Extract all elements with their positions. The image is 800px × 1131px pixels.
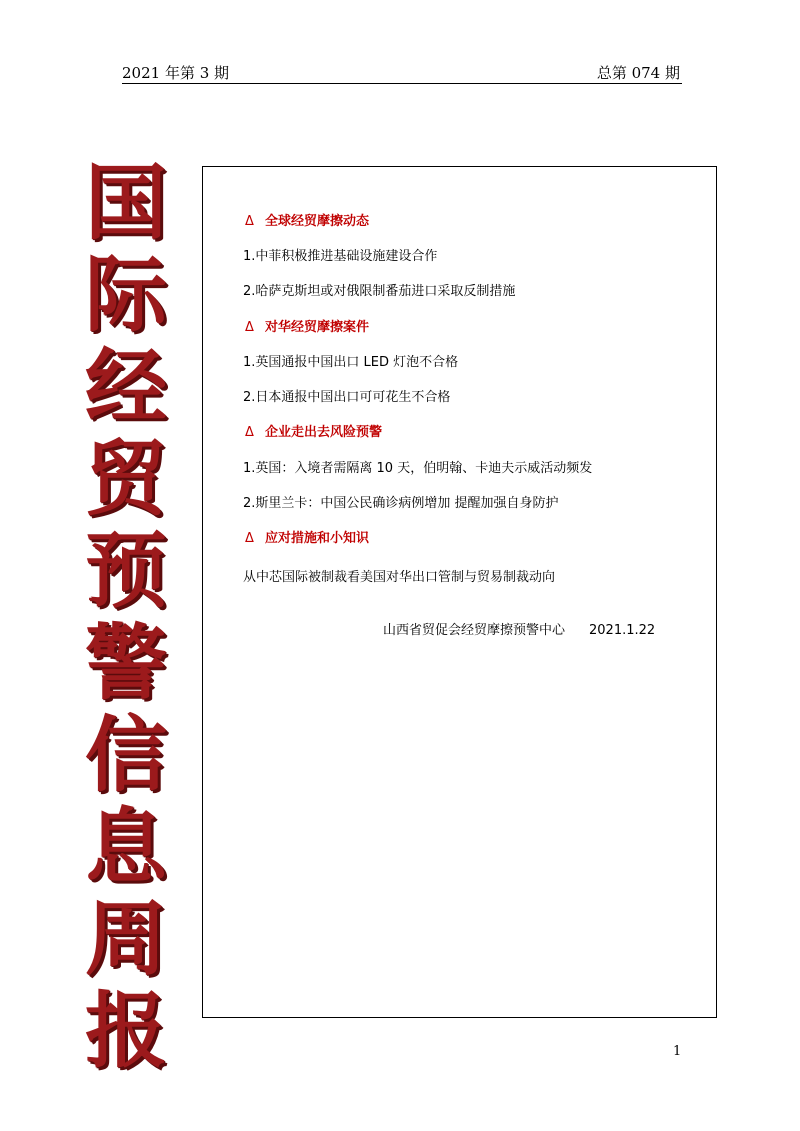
triangle-icon: Δ: [245, 531, 254, 546]
section-heading: [245, 210, 369, 229]
section-title: 全球经贸摩擦动态: [265, 214, 370, 229]
contents-item: 2.日本通报中国出口可可花生不合格: [243, 390, 451, 405]
triangle-icon: Δ: [245, 425, 254, 440]
contents-item: 1.中菲积极推进基础设施建设合作: [243, 249, 438, 264]
issue-number: 2021 年第 3 期: [122, 64, 230, 82]
page-header: [122, 62, 682, 84]
header-rule: [122, 83, 682, 84]
contents-note: 从中芯国际被制裁看美国对华出口管制与贸易制裁动向: [243, 570, 556, 585]
section-title: 企业走出去风险预警: [265, 425, 383, 440]
title-char: 际: [84, 248, 167, 343]
contents-item: 1.英国通报中国出口 LED 灯泡不合格: [243, 355, 459, 370]
title-char: 信: [84, 708, 167, 803]
title-char: 警: [84, 616, 167, 711]
contents-item: 2.哈萨克斯坦或对俄限制番茄进口采取反制措施: [243, 284, 516, 299]
section-title: 对华经贸摩擦案件: [265, 320, 370, 335]
issuer-line: [383, 619, 655, 638]
contents-item: 2.斯里兰卡：中国公民确诊病例增加 提醒加强自身防护: [243, 496, 559, 511]
section-heading: [245, 527, 369, 546]
contents-box: [202, 166, 717, 1018]
title-char: 预: [84, 524, 167, 619]
page-number: 1: [673, 1044, 682, 1059]
title-char: 息: [84, 800, 167, 895]
contents-item: 1.英国：入境者需隔离 10 天，伯明翰、卡迪夫示威活动频发: [243, 461, 593, 476]
issuer-org: 山西省贸促会经贸摩擦预警中心: [383, 623, 566, 638]
section-title: 应对措施和小知识: [265, 531, 370, 546]
title-char: 经: [84, 340, 167, 435]
total-issue-number: 总第 074 期: [596, 64, 680, 82]
title-char: 贸: [84, 432, 167, 527]
section-heading: [245, 316, 369, 335]
title-char: 国: [84, 156, 167, 251]
issue-date: 2021.1.22: [589, 623, 656, 638]
triangle-icon: Δ: [245, 214, 254, 229]
title-char: 周: [84, 892, 167, 987]
triangle-icon: Δ: [245, 320, 254, 335]
title-char: 报: [84, 984, 167, 1079]
section-heading: [245, 421, 382, 440]
vertical-title: [76, 158, 176, 1078]
